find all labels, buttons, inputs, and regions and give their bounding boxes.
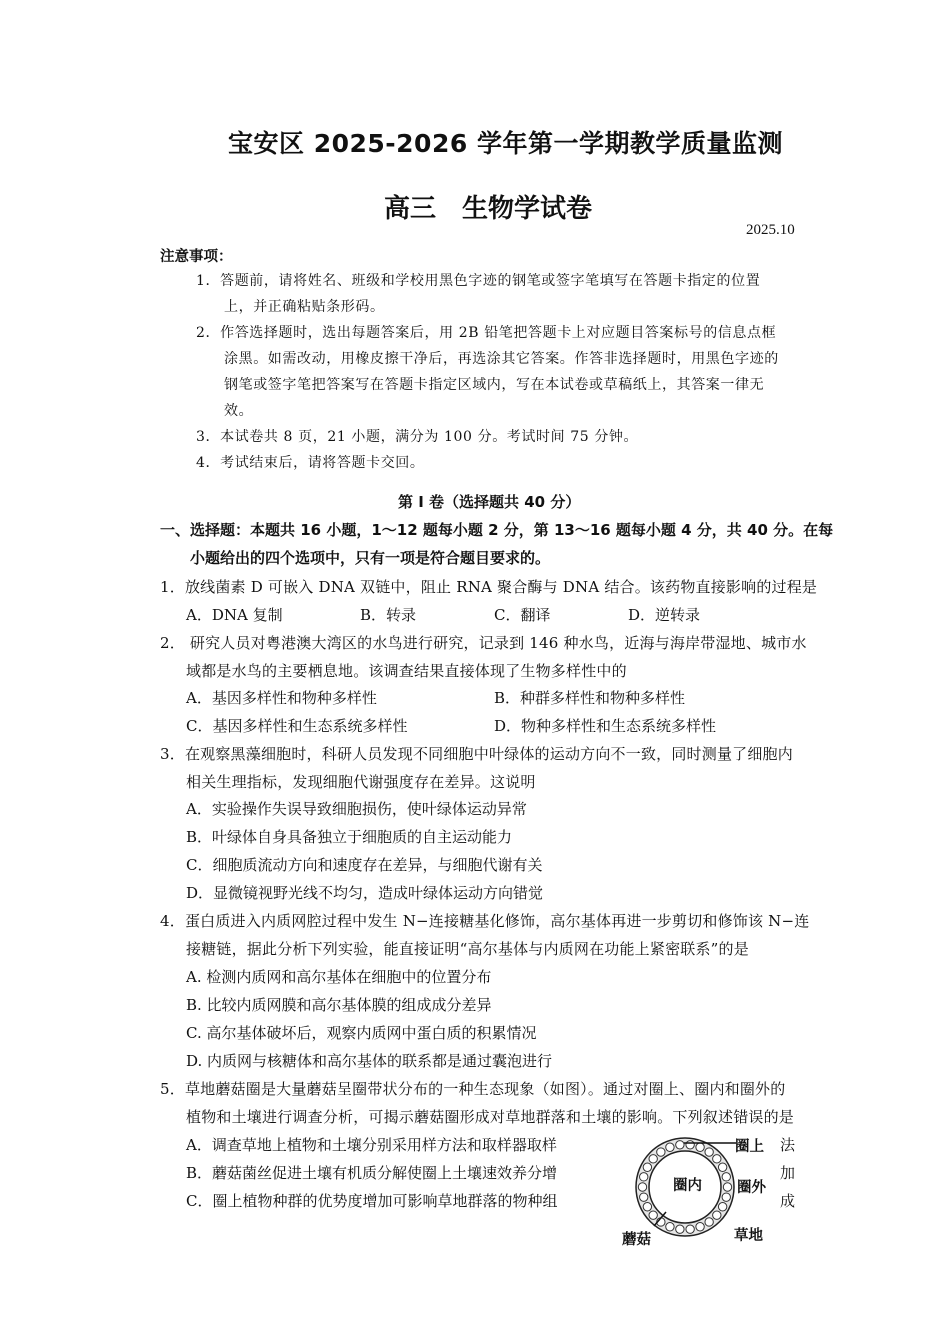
question-1-option-d: D．逆转录 xyxy=(628,606,701,624)
mushroom-label-pointer xyxy=(652,1210,672,1228)
mushroom-dot xyxy=(638,1183,646,1191)
question-3-option-b: B．叶绿体自身具备独立于细胞质的自主运动能力 xyxy=(186,828,513,846)
question-5-option-c: C．圈上植物种群的优势度增加可影响草地群落的物种组 xyxy=(186,1192,558,1210)
question-2-option-b: B．种群多样性和物种多样性 xyxy=(494,689,686,707)
mushroom-dot xyxy=(713,1211,721,1219)
mushroom-dot xyxy=(676,1141,684,1149)
notice-item-1: 1．答题前，请将姓名、班级和学校用黑色字迹的钢笔或签字笔填写在答题卡指定的位置 xyxy=(196,273,761,289)
question-5-option-c-tail: 成 xyxy=(780,1192,796,1210)
question-3-stem: 3．在观察黑藻细胞时，科研人员发现不同细胞中叶绿体的运动方向不一致，同时测量了细胞内 xyxy=(160,745,793,763)
label-on-ring: 圈上 xyxy=(735,1139,764,1155)
mushroom-dot xyxy=(640,1173,648,1181)
mushroom-dot xyxy=(718,1163,726,1171)
question-5-stem: 5．草地蘑菇圈是大量蘑菇呈圈带状分布的一种生态现象（如图）。通过对圈上、圈内和圈外的 xyxy=(160,1080,786,1098)
mushroom-dot xyxy=(705,1218,713,1226)
label-mushroom: 蘑菇 xyxy=(622,1232,651,1248)
question-4-stem: 4．蛋白质进入内质网腔过程中发生 N−连接糖基化修饰，高尔基体再进一步剪切和修饰该 N−连 xyxy=(160,912,810,930)
mushroom-dot xyxy=(723,1183,731,1191)
mushroom-dot xyxy=(713,1155,721,1163)
question-2-stem: 2． 研究人员对粤港澳大湾区的水鸟进行研究，记录到 146 种水鸟，近海与海岸带湿地、城市水 xyxy=(160,634,807,652)
notice-item-1-cont: 上，并正确粘贴条形码。 xyxy=(224,299,385,315)
question-5-option-b: B．蘑菇菌丝促进土壤有机质分解使圈上土壤速效养分增 xyxy=(186,1164,558,1182)
question-5-option-a-tail: 法 xyxy=(780,1136,796,1154)
mushroom-dot xyxy=(718,1203,726,1211)
notice-item-2: 2．作答选择题时，选出每题答案后，用 2B 铅笔把答题卡上对应题目答案标号的信息点框 xyxy=(196,325,777,341)
mushroom-dot xyxy=(643,1163,651,1171)
mushroom-dot xyxy=(649,1155,657,1163)
question-1-option-a: A．DNA 复制 xyxy=(186,606,283,624)
notice-item-4: 4．考试结束后，请将答题卡交回。 xyxy=(196,455,425,471)
label-outside: 圈外 xyxy=(737,1180,766,1196)
exam-subtitle: 高三 生物学试卷 xyxy=(384,194,593,224)
question-2-option-d: D．物种多样性和生态系统多样性 xyxy=(494,717,717,735)
question-2-stem-cont: 域都是水鸟的主要栖息地。该调查结果直接体现了生物多样性中的 xyxy=(186,662,627,680)
section-instruction-cont: 小题给出的四个选项中，只有一项是符合题目要求的。 xyxy=(190,549,551,567)
question-1-option-b: B．转录 xyxy=(360,606,417,624)
mushroom-dot xyxy=(657,1148,665,1156)
question-4-option-b: B. 比较内质网膜和高尔基体膜的组成成分差异 xyxy=(186,996,492,1014)
exam-title: 宝安区 2025-2026 学年第一学期教学质量监测 xyxy=(228,129,783,158)
question-3-option-a: A．实验操作失误导致细胞损伤，使叶绿体运动异常 xyxy=(186,800,527,818)
question-2-option-a: A．基因多样性和物种多样性 xyxy=(186,689,377,707)
mushroom-dot xyxy=(705,1148,713,1156)
mushroom-dot xyxy=(666,1143,674,1151)
mushroom-dot xyxy=(722,1193,730,1201)
question-4-stem-cont: 接糖链，据此分析下列实验，能直接证明“高尔基体与内质网在功能上紧密联系”的是 xyxy=(186,940,749,958)
section-instruction: 一、选择题：本题共 16 小题，1～12 题每小题 2 分，第 13～16 题每小题 4 分，共 40 分。在每 xyxy=(160,521,834,539)
mushroom-dot xyxy=(686,1225,694,1233)
question-2-option-c: C．基因多样性和生态系统多样性 xyxy=(186,717,408,735)
mushroom-dot xyxy=(640,1193,648,1201)
notice-item-3: 3．本试卷共 8 页，21 小题，满分为 100 分。考试时间 75 分钟。 xyxy=(196,429,639,445)
notice-item-2-cont: 涂黑。如需改动，用橡皮擦干净后，再选涂其它答案。作答非选择题时，用黑色字迹的 xyxy=(224,351,779,367)
question-4-option-a: A. 检测内质网和高尔基体在细胞中的位置分布 xyxy=(186,968,492,986)
question-4-option-d: D. 内质网与核糖体和高尔基体的联系都是通过囊泡进行 xyxy=(186,1052,553,1070)
mushroom-dot xyxy=(696,1223,704,1231)
question-5-stem-cont: 植物和土壤进行调查分析，可揭示蘑菇圈形成对草地群落和土壤的影响。下列叙述错误的是 xyxy=(186,1108,795,1126)
question-1-option-c: C．翻译 xyxy=(494,606,551,624)
question-5-option-b-tail: 加 xyxy=(780,1164,796,1182)
notice-heading: 注意事项： xyxy=(160,249,233,265)
mushroom-dot xyxy=(643,1203,651,1211)
label-grassland: 草地 xyxy=(734,1228,763,1244)
label-inside: 圈内 xyxy=(673,1178,702,1194)
notice-item-2-cont: 效。 xyxy=(224,403,254,419)
question-3-option-d: D．显微镜视野光线不均匀，造成叶绿体运动方向错觉 xyxy=(186,884,544,902)
notice-item-2-cont: 钢笔或签字笔把答案写在答题卡指定区域内，写在本试卷或草稿纸上，其答案一律无 xyxy=(224,377,765,393)
exam-date: 2025.10 xyxy=(746,222,795,238)
mushroom-dot xyxy=(722,1173,730,1181)
question-3-stem-cont: 相关生理指标，发现细胞代谢强度存在差异。这说明 xyxy=(186,773,536,791)
question-4-option-c: C. 高尔基体破坏后，观察内质网中蛋白质的积累情况 xyxy=(186,1024,537,1042)
mushroom-dot xyxy=(676,1225,684,1233)
question-3-option-c: C．细胞质流动方向和速度存在差异，与细胞代谢有关 xyxy=(186,856,543,874)
section-title: 第 Ⅰ 卷（选择题共 40 分） xyxy=(398,493,581,511)
question-5-option-a: A．调查草地上植物和土壤分别采用样方法和取样器取样 xyxy=(186,1136,557,1154)
question-1-stem: 1．放线菌素 D 可嵌入 DNA 双链中，阻止 RNA 聚合酶与 DNA 结合。该药物直接影响的过程是 xyxy=(160,578,818,596)
